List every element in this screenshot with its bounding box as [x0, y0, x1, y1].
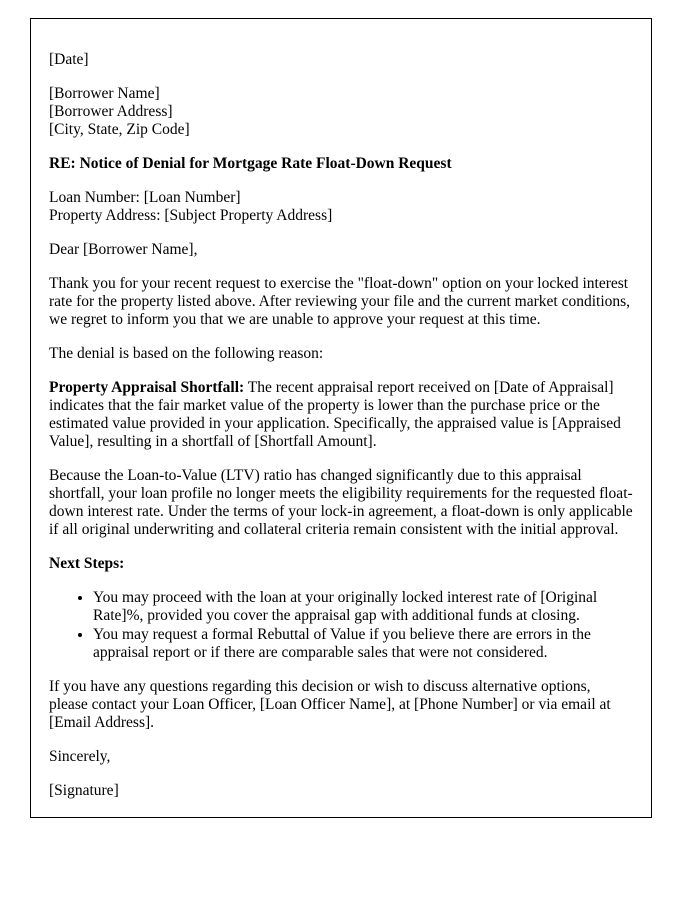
intro-paragraph: Thank you for your recent request to exercise the "float-down" option on your locked interest rate for the property listed above. After reviewing your file and the current market conditions, we regret to inform you that we are unable to approve your request at this time. — [49, 275, 631, 328]
subject-line: RE: Notice of Denial for Mortgage Rate Float-Down Request — [49, 155, 452, 172]
reason-intro: The denial is based on the following reason: — [49, 345, 324, 362]
letter-page — [30, 18, 652, 818]
next-steps-heading: Next Steps: — [49, 555, 125, 572]
reason-paragraph — [49, 379, 633, 451]
recipient-block — [49, 85, 633, 139]
reason-body: The recent appraisal report received on [Date of Appraisal] indicates that the fair market value of the property is lower than the purchase price or the estimated value provided in your application. Specifically, the appraised value is [Appraised Value], resulting in a shortfall of [Shortfall Amount]. — [49, 379, 621, 450]
recipient-address: [Borrower Address] — [49, 103, 173, 120]
list-item: • You may proceed with the loan at your originally locked interest rate of [Original Rate]%, provided you cover the appraisal gap with additional funds at closing. — [93, 589, 633, 625]
reason-title: Property Appraisal Shortfall: — [49, 379, 245, 396]
closing-paragraph: If you have any questions regarding this decision or wish to discuss alternative options, please contact your Loan Officer, [Loan Officer Name], at [Phone Number] or via email at [Email Address]. — [49, 678, 611, 731]
signoff: Sincerely, — [49, 748, 111, 765]
loan-number-line: Loan Number: [Loan Number] — [49, 189, 241, 206]
salutation: Dear [Borrower Name], — [49, 241, 198, 258]
loan-info-block — [49, 189, 633, 225]
property-address-line: Property Address: [Subject Property Address] — [49, 207, 333, 224]
next-steps-list — [49, 589, 633, 662]
recipient-city: [City, State, Zip Code] — [49, 121, 190, 138]
ltv-paragraph: Because the Loan-to-Value (LTV) ratio has changed significantly due to this appraisal shortfall, your loan profile no longer meets the eligibility requirements for the requested float-down interest rate. Under the terms of your lock-in agreement, a float-down is only applicable if all original underwriting and collateral criteria remain consistent with the initial approval. — [49, 467, 633, 538]
recipient-name: [Borrower Name] — [49, 85, 160, 102]
list-item: • You may request a formal Rebuttal of Value if you believe there are errors in the appraisal report or if there are comparable sales that were not considered. — [93, 626, 633, 662]
signature-line: [Signature] — [49, 782, 119, 799]
date-line: [Date] — [49, 51, 89, 68]
